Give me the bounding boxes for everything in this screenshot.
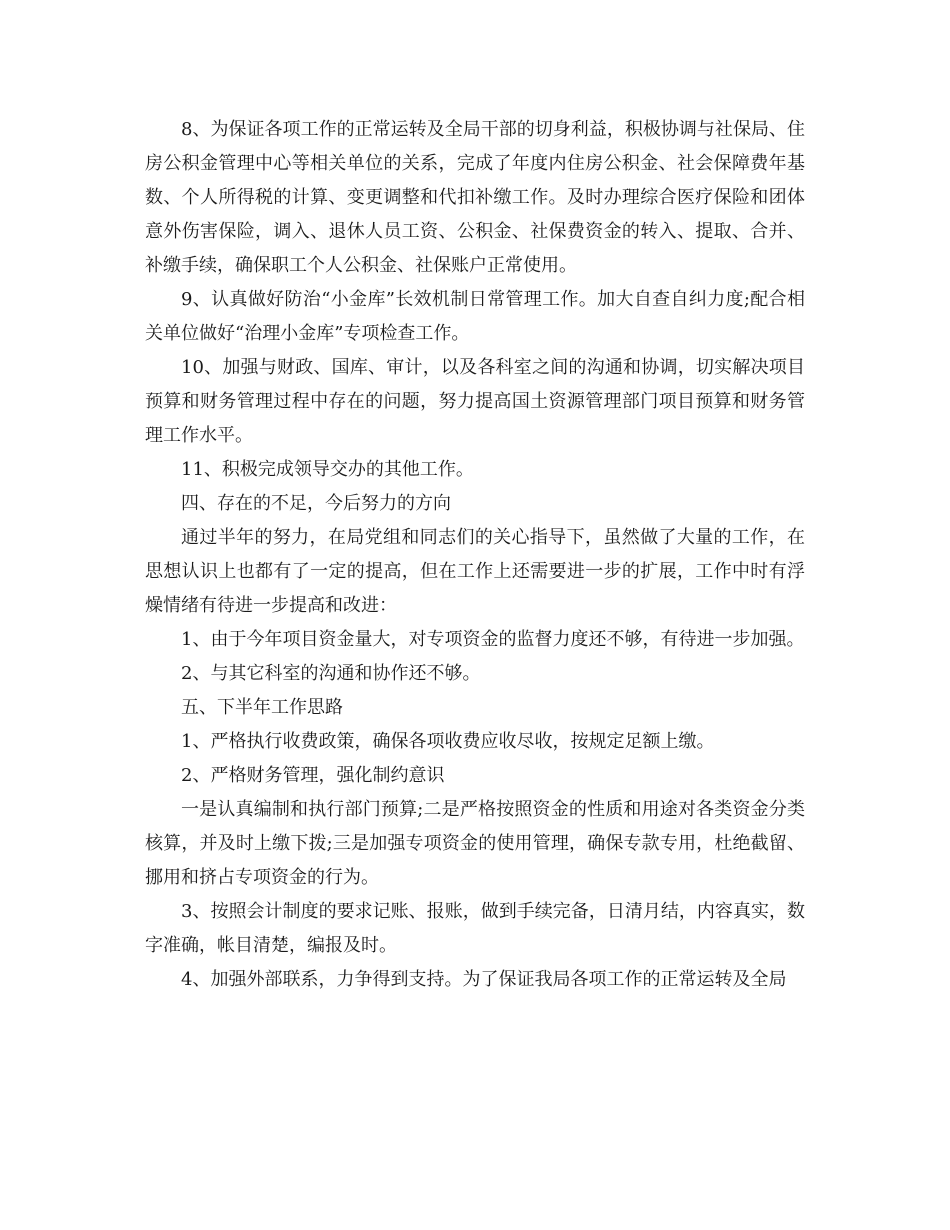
section-heading-shortcomings: 四、存在的不足，今后努力的方向 bbox=[181, 493, 451, 514]
paragraph-half-year-summary: 通过半年的努力，在局党组和同志们的关心指导下，虽然做了大量的工作，在思想认识上也都有了一定的提高，但在工作上还需要进一步的扩展，工作中时有浮燥情绪有待进一步提高和改进： bbox=[145, 527, 805, 616]
list-item-plan-1: 1、严格执行收费政策，确保各项收费应收尽收，按规定足额上缴。 bbox=[181, 731, 715, 752]
section-heading-second-half-plan: 五、下半年工作思路 bbox=[181, 697, 343, 718]
paragraph-9-small-treasury: 9、认真做好防治“小金库”长效机制日常管理工作。加大自查自纠力度;配合相关单位做好“治理小金库”专项检查工作。 bbox=[145, 289, 805, 344]
list-item-shortcoming-2: 2、与其它科室的沟通和协作还不够。 bbox=[181, 663, 481, 684]
list-item-plan-3: 3、按照会计制度的要求记账、报账，做到手续完备，日清月结，内容真实，数字准确，帐目清楚，编报及时。 bbox=[145, 901, 805, 956]
paragraph-10-coordination: 10、加强与财政、国库、审计，以及各科室之间的沟通和协调，切实解决项目预算和财务管理过程中存在的问题，努力提高国土资源管理部门项目预算和财务管理工作水平。 bbox=[145, 357, 805, 446]
paragraph-11-other-work: 11、积极完成领导交办的其他工作。 bbox=[181, 459, 474, 480]
paragraph-8-social-security: 8、为保证各项工作的正常运转及全局干部的切身利益，积极协调与社保局、住房公积金管理中心等相关单位的关系，完成了年度内住房公积金、社会保障费年基数、个人所得税的计算、变更调整和代扣补缴工作。及时办理综合医疗保险和团体意外伤害保险，调入、退休人员工资、公积金、社保费资金的转入、提取、合并、补缴手续，确保职工个人公积金、社保账户正常使用。 bbox=[145, 119, 805, 276]
list-item-plan-2: 2、严格财务管理，强化制约意识 bbox=[181, 765, 445, 786]
paragraph-budget-measures: 一是认真编制和执行部门预算;二是严格按照资金的性质和用途对各类资金分类核算，并及时上缴下拨;三是加强专项资金的使用管理，确保专款专用，杜绝截留、挪用和挤占专项资金的行为。 bbox=[145, 799, 805, 888]
list-item-plan-4: 4、加强外部联系，力争得到支持。为了保证我局各项工作的正常运转及全局 bbox=[181, 969, 787, 990]
document-page bbox=[145, 113, 805, 997]
list-item-shortcoming-1: 1、由于今年项目资金量大，对专项资金的监督力度还不够，有待进一步加强。 bbox=[181, 629, 805, 650]
